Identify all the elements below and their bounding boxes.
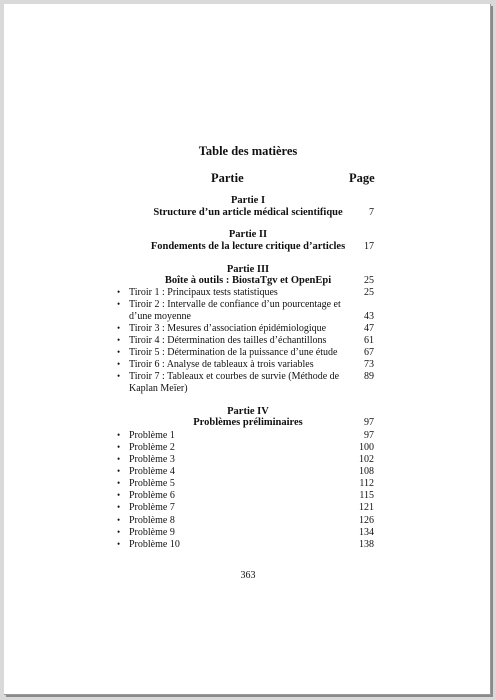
list-item-page: 115 [359, 490, 374, 501]
bullet-icon: • [117, 299, 121, 309]
list-item: Problème 5 [129, 478, 175, 489]
bullet-icon: • [117, 515, 121, 525]
partie-subtitle: Fondements de la lecture critique d’articles [150, 241, 346, 252]
list-item-page: 25 [364, 287, 374, 298]
list-item-page: 47 [364, 323, 374, 334]
bullet-icon: • [117, 359, 121, 369]
page-number: 363 [240, 570, 256, 581]
partie-page: 25 [364, 275, 374, 286]
list-item-page: 97 [364, 430, 374, 441]
list-item: Tiroir 4 : Détermination des tailles d’échantillons [129, 335, 327, 346]
bullet-icon: • [117, 527, 121, 537]
bullet-icon: • [117, 478, 121, 488]
list-item-page: 121 [359, 502, 374, 513]
list-item: Problème 6 [129, 490, 175, 501]
list-item: Tiroir 1 : Principaux tests statistiques [129, 287, 278, 298]
bullet-icon: • [117, 430, 121, 440]
partie-subtitle: Problèmes préliminaires [193, 417, 303, 428]
partie-heading: Partie III [226, 264, 270, 275]
list-item: Problème 3 [129, 454, 175, 465]
column-header-partie: Partie [211, 171, 244, 185]
partie-heading: Partie IV [227, 406, 269, 417]
list-item: Tiroir 2 : Intervalle de confiance d’un pourcentage et d’une moyenne [129, 299, 341, 322]
partie-page: 97 [364, 417, 374, 428]
list-item: Tiroir 5 : Détermination de la puissance d’une étude [129, 347, 338, 358]
bullet-icon: • [117, 502, 121, 512]
list-item-page: 61 [364, 335, 374, 346]
list-item: Problème 7 [129, 502, 175, 513]
bullet-icon: • [117, 347, 121, 357]
list-item: Problème 8 [129, 515, 175, 526]
bullet-icon: • [117, 323, 121, 333]
list-item-page: 108 [359, 466, 374, 477]
list-item-page: 73 [364, 359, 374, 370]
bullet-icon: • [117, 539, 121, 549]
list-item-page: 100 [359, 442, 374, 453]
list-item: Tiroir 7 : Tableaux et courbes de survie (Méthode de Kaplan Meïer) [129, 371, 340, 394]
list-item: Tiroir 6 : Analyse de tableaux à trois variables [129, 359, 314, 370]
partie-heading: Partie I [230, 195, 266, 206]
list-item-page: 67 [364, 347, 374, 358]
list-item-page: 134 [359, 527, 374, 538]
bullet-icon: • [117, 335, 121, 345]
partie-subtitle: Structure d’un article médical scientifique [153, 207, 343, 218]
partie-subtitle: Boîte à outils : BiostaTgv et OpenEpi [164, 275, 332, 286]
list-item-page: 102 [359, 454, 374, 465]
bullet-icon: • [117, 466, 121, 476]
list-item-page: 138 [359, 539, 374, 550]
column-header-page: Page [349, 171, 375, 185]
partie-heading: Partie II [228, 229, 268, 240]
list-item: Problème 9 [129, 527, 175, 538]
list-item: Problème 2 [129, 442, 175, 453]
list-item: Problème 10 [129, 539, 180, 550]
bullet-icon: • [117, 442, 121, 452]
partie-page: 7 [369, 207, 374, 218]
list-item-page: 89 [364, 371, 374, 382]
partie-page: 17 [364, 241, 374, 252]
bullet-icon: • [117, 287, 121, 297]
list-item: Problème 1 [129, 430, 175, 441]
list-item: Problème 4 [129, 466, 175, 477]
toc-title: Table des matières [198, 144, 298, 158]
list-item: Tiroir 3 : Mesures d’association épidémiologique [129, 323, 327, 334]
list-item-page: 43 [364, 311, 374, 322]
list-item-page: 126 [359, 515, 374, 526]
bullet-icon: • [117, 371, 121, 381]
bullet-icon: • [117, 490, 121, 500]
bullet-icon: • [117, 454, 121, 464]
list-item-page: 112 [359, 478, 374, 489]
